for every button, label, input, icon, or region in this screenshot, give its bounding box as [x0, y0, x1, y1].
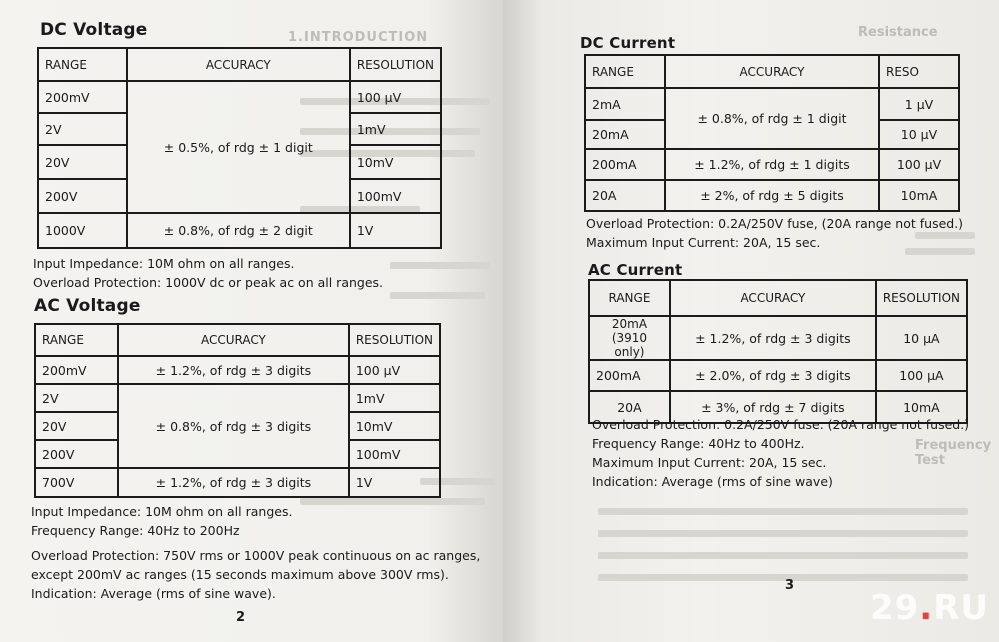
resolution-cell: 100 μV [879, 149, 959, 180]
resolution-cell: 10mV [350, 145, 441, 179]
range-cell: 2V [38, 113, 127, 145]
ghost-line [598, 574, 968, 581]
dc-current-table [584, 54, 960, 212]
resolution-header: RESOLUTION [349, 324, 440, 356]
accuracy-cell: ± 0.8%, of rdg ± 1 digit [665, 88, 879, 149]
resolution-cell: 1V [349, 468, 440, 497]
range-header: RANGE [585, 55, 665, 88]
range-cell: 20A [585, 180, 665, 211]
range-cell: 200mA [585, 149, 665, 180]
ghost-line [598, 508, 968, 515]
ghost-heading: Resistance [858, 25, 938, 40]
range-cell: 2mA [585, 88, 665, 120]
range-cell [589, 316, 670, 360]
range-cell: 20V [35, 412, 118, 440]
dc-current-note: Maximum Input Current: 20A, 15 sec. [586, 235, 821, 250]
resolution-cell: 10 μA [876, 316, 967, 360]
range-header: RANGE [35, 324, 118, 356]
dc-voltage-note: Overload Protection: 1000V dc or peak ac on all ranges. [33, 275, 384, 290]
ac-current-note: Frequency Range: 40Hz to 400Hz. [592, 436, 805, 451]
resolution-cell: 1 μV [879, 88, 959, 120]
accuracy-cell: ± 3%, of rdg ± 7 digits [670, 391, 876, 423]
range-value: 20mA [611, 317, 648, 331]
range-cell: 2V [35, 384, 118, 412]
accuracy-cell: ± 1.2%, of rdg ± 3 digits [118, 356, 349, 384]
resolution-cell: 1mV [350, 113, 441, 145]
ac-voltage-note: Overload Protection: 750V rms or 1000V peak continuous on ac ranges, [31, 548, 481, 563]
range-cell: 700V [35, 468, 118, 497]
range-cell: 200mV [38, 81, 127, 113]
watermark-dot: . [919, 588, 934, 628]
accuracy-cell: ± 0.8%, of rdg ± 2 digit [127, 213, 350, 248]
range-header: RANGE [589, 280, 670, 316]
range-cell: 20A [589, 391, 670, 423]
resolution-cell: 100 μV [349, 356, 440, 384]
ghost-line [905, 248, 975, 255]
range-note: (3910 only) [611, 331, 648, 359]
watermark-logo [870, 588, 989, 628]
accuracy-cell: ± 2%, of rdg ± 5 digits [665, 180, 879, 211]
resolution-cell: 10mV [349, 412, 440, 440]
page-number: 3 [785, 578, 795, 593]
ghost-line [300, 498, 485, 505]
page-number: 2 [236, 610, 246, 625]
resolution-cell: 100mV [350, 179, 441, 213]
resolution-header: RESOLUTION [876, 280, 967, 316]
ac-current-title: AC Current [588, 261, 683, 279]
resolution-cell: 10mA [876, 391, 967, 423]
accuracy-header: ACCURACY [670, 280, 876, 316]
ac-voltage-note: except 200mV ac ranges (15 seconds maximum above 300V rms). [31, 567, 449, 582]
range-cell: 200V [35, 440, 118, 468]
resolution-cell: 100 μV [350, 81, 441, 113]
resolution-cell: 100mV [349, 440, 440, 468]
accuracy-header: ACCURACY [127, 48, 350, 81]
range-header: RANGE [38, 48, 127, 81]
accuracy-header: ACCURACY [665, 55, 879, 88]
range-cell: 200V [38, 179, 127, 213]
accuracy-cell: ± 0.8%, of rdg ± 3 digits [118, 384, 349, 468]
ac-current-note: Overload Protection: 0.2A/250V fuse. (20A range not fused.) [592, 417, 970, 432]
ac-current-note: Indication: Average (rms of sine wave) [592, 474, 833, 489]
dc-voltage-note: Input Impedance: 10M ohm on all ranges. [33, 256, 295, 271]
ac-voltage-note: Frequency Range: 40Hz to 200Hz [31, 523, 240, 538]
dc-voltage-table [37, 47, 442, 249]
range-cell: 20V [38, 145, 127, 179]
ac-current-note: Maximum Input Current: 20A, 15 sec. [592, 455, 827, 470]
range-cell: 200mA [589, 360, 670, 391]
resolution-header: RESOLUTION [350, 48, 441, 81]
dc-current-note: Overload Protection: 0.2A/250V fuse, (20A range not fused.) [586, 216, 964, 231]
accuracy-cell: ± 0.5%, of rdg ± 1 digit [127, 81, 350, 213]
ac-voltage-table [34, 323, 441, 498]
ghost-line [598, 530, 968, 537]
resolution-header: RESO [879, 55, 959, 88]
ghost-line [598, 552, 968, 559]
resolution-cell: 1mV [349, 384, 440, 412]
accuracy-cell: ± 1.2%, of rdg ± 3 digits [118, 468, 349, 497]
watermark-suffix: RU [933, 588, 989, 628]
accuracy-cell: ± 2.0%, of rdg ± 3 digits [670, 360, 876, 391]
range-cell: 20mA [585, 120, 665, 149]
ac-current-table [588, 279, 968, 424]
range-cell: 1000V [38, 213, 127, 248]
ac-voltage-title: AC Voltage [34, 296, 141, 316]
ghost-line [390, 262, 490, 269]
accuracy-header: ACCURACY [118, 324, 349, 356]
ac-voltage-note: Input Impedance: 10M ohm on all ranges. [31, 504, 293, 519]
resolution-cell: 100 μA [876, 360, 967, 391]
resolution-cell: 10 μV [879, 120, 959, 149]
dc-current-title: DC Current [580, 34, 676, 52]
dc-voltage-title: DC Voltage [40, 20, 148, 40]
range-cell: 200mV [35, 356, 118, 384]
accuracy-cell: ± 1.2%, of rdg ± 1 digits [665, 149, 879, 180]
right-page [503, 0, 999, 642]
ac-voltage-note: Indication: Average (rms of sine wave). [31, 586, 276, 601]
ghost-heading: Frequency Test [915, 438, 992, 468]
ghost-line [915, 232, 975, 239]
resolution-cell: 10mA [879, 180, 959, 211]
watermark-prefix: 29 [869, 588, 920, 628]
accuracy-cell: ± 1.2%, of rdg ± 3 digits [670, 316, 876, 360]
ghost-heading: 1.INTRODUCTION [288, 30, 429, 45]
resolution-cell: 1V [350, 213, 441, 248]
ghost-line [390, 292, 485, 299]
